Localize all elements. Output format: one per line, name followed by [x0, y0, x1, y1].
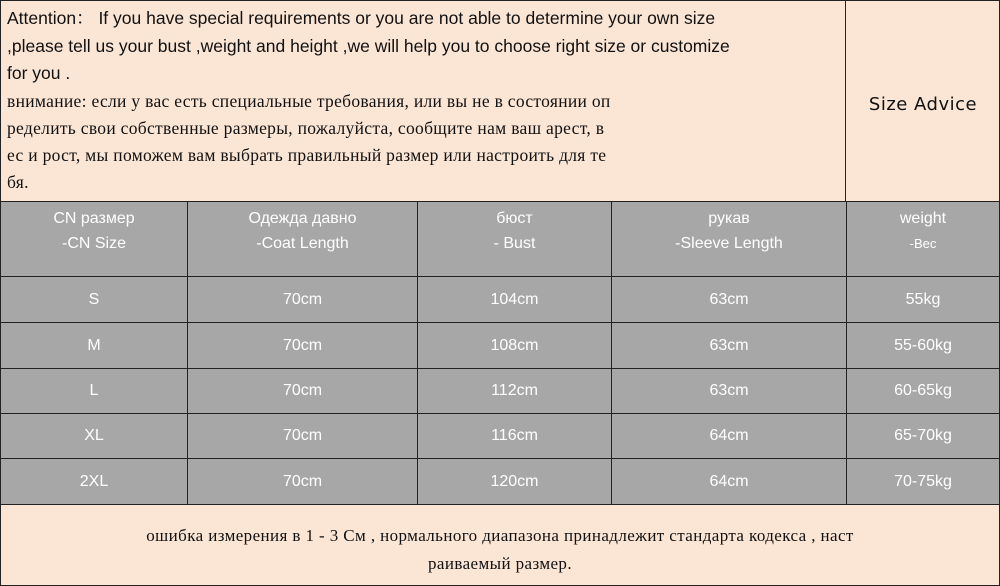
- cell-weight: 60-65kg: [894, 382, 952, 399]
- header-sleeve-length: [612, 202, 847, 276]
- table-row: [1, 277, 999, 323]
- attention-english-line: Attention： If you have special requirements or you are not able to determine your own size: [7, 8, 716, 28]
- cell-bust: 108cm: [418, 323, 612, 368]
- cell-size: S: [1, 277, 188, 322]
- header-text: Одежда давно: [248, 210, 357, 227]
- cell-size: L: [1, 369, 188, 413]
- cell-size: XL: [1, 414, 188, 458]
- cell-weight: 65-70kg: [894, 427, 952, 444]
- header-subtext: -CN Size: [61, 235, 126, 252]
- attention-section: [1, 1, 999, 202]
- attention-english-line: ,please tell us your bust ,weight and height ,we will help you to choose right size or customize: [7, 35, 730, 56]
- cell-sleeve-length: 63cm: [612, 277, 847, 322]
- header-text: CN размер: [53, 210, 135, 227]
- attention-russian-line: ределить свои собственные размеры, пожалуйста, сообщите нам ваш арест, в: [7, 117, 605, 138]
- header-text: рукав: [708, 210, 750, 227]
- table-row: [1, 369, 999, 414]
- cell-coat-length: 70cm: [188, 414, 418, 458]
- cell-weight: 70-75kg: [894, 472, 952, 490]
- cell-weight: 55kg: [905, 290, 941, 308]
- table-row: [1, 414, 999, 459]
- size-advice-label: Size Advice: [868, 93, 978, 115]
- header-text: weight: [899, 210, 947, 227]
- attention-english-line: for you .: [7, 63, 71, 83]
- cell-sleeve-length: 64cm: [612, 414, 847, 458]
- header-subtext: -Coat Length: [256, 235, 349, 252]
- table-header-row: [1, 202, 999, 277]
- cell-bust: 104cm: [418, 277, 612, 322]
- cell-coat-length: 70cm: [188, 323, 418, 368]
- header-weight: [847, 202, 999, 276]
- cell-coat-length: 70cm: [188, 277, 418, 322]
- header-coat-length: [188, 202, 418, 276]
- table-row: [1, 459, 999, 504]
- cell-sleeve-length: 63cm: [612, 369, 847, 413]
- measurement-note: [1, 505, 999, 585]
- cell-coat-length: 70cm: [188, 369, 418, 413]
- header-subtext: - Bust: [493, 235, 536, 252]
- cell-coat-length: 70cm: [188, 459, 418, 504]
- header-cn-size: [1, 202, 188, 276]
- cell-sleeve-length: 64cm: [612, 459, 847, 504]
- header-bust: [418, 202, 612, 276]
- attention-russian-line: бя.: [7, 171, 29, 192]
- cell-bust: 120cm: [418, 459, 612, 504]
- header-subtext: -Вес: [909, 236, 937, 251]
- note-line: раиваемый размер.: [428, 554, 572, 573]
- cell-size: M: [1, 323, 188, 368]
- header-text: бюст: [496, 210, 533, 227]
- cell-size: 2XL: [1, 459, 188, 504]
- header-subtext: -Sleeve Length: [675, 235, 783, 252]
- size-table: [1, 202, 999, 505]
- attention-text: [1, 1, 846, 201]
- cell-sleeve-length: 63cm: [612, 323, 847, 368]
- attention-russian-line: ес и рост, мы поможем вам выбрать правильный размер или настроить для те: [7, 144, 607, 165]
- attention-russian-line: внимание: если у вас есть специальные требования, или вы не в состоянии оп: [7, 90, 611, 111]
- cell-bust: 112cm: [418, 369, 612, 413]
- note-line: ошибка измерения в 1 - 3 См , нормального диапазона принадлежит стандарта кодекса , наст: [146, 526, 854, 545]
- cell-weight: 55-60kg: [894, 336, 952, 354]
- cell-bust: 116cm: [418, 414, 612, 458]
- table-row: [1, 323, 999, 369]
